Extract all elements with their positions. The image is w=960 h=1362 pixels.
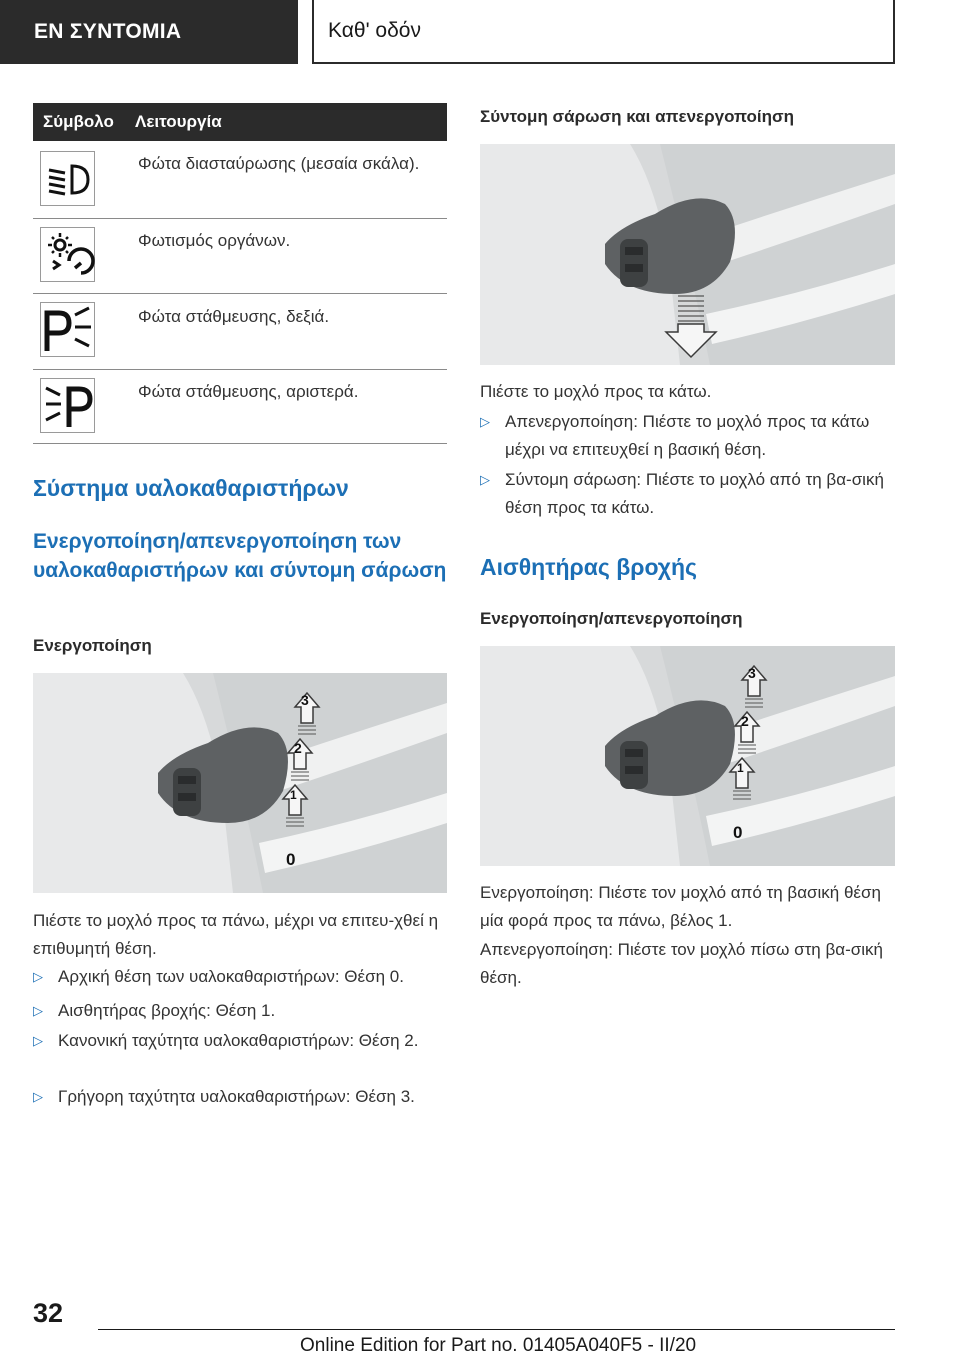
list-item-text: Κανονική ταχύτητα υαλοκαθαριστήρων: Θέση 2. (58, 1031, 419, 1050)
table-row (33, 141, 447, 219)
bullet-triangle-icon: ▷ (33, 1033, 43, 1048)
activation-heading: Ενεργοποίηση (33, 636, 152, 655)
list-item (33, 997, 447, 1025)
wiper-intro-text: Πιέστε το μοχλό προς τα πάνω, μέχρι να επιτευ-χθεί η επιθυμητή θέση. (33, 911, 439, 958)
list-item-text: Αισθητήρας βροχής: Θέση 1. (58, 1001, 276, 1020)
wiper-lever-up-photo (33, 673, 447, 893)
table-cell-text: Φώτα στάθμευσης, αριστερά. (138, 382, 359, 401)
rain-sensor-lever-photo (480, 646, 895, 866)
bullet-triangle-icon: ▷ (480, 414, 490, 429)
photo-label: 3 (301, 692, 309, 708)
table-cell-text: Φώτα στάθμευσης, δεξιά. (138, 307, 330, 326)
photo-label: 1 (290, 788, 297, 802)
photo-label: 2 (741, 713, 749, 729)
photo-label: 0 (286, 850, 296, 869)
chapter-tab (312, 0, 895, 64)
photo-label: 3 (748, 665, 756, 681)
brief-intro-text: Πιέστε το μοχλό προς τα κάτω. (480, 382, 712, 401)
list-item-text: Γρήγορη ταχύτητα υαλοκαθαριστήρων: Θέση 3. (58, 1087, 415, 1106)
photo-label: 2 (294, 740, 302, 756)
section-title-wipers: Σύστημα υαλοκαθαριστήρων (33, 475, 349, 501)
wiper-lever-down-photo (480, 144, 895, 365)
bullet-triangle-icon: ▷ (480, 472, 490, 487)
list-item (33, 1083, 447, 1111)
table-header (33, 103, 447, 141)
chapter-title: Καθ' οδόν (328, 19, 421, 42)
list-item (480, 408, 895, 464)
col-symbol-header: Σύμβολο (43, 112, 114, 131)
list-item (33, 1027, 447, 1055)
table-cell-text: Φώτα διασταύρωσης (μεσαία σκάλα). (138, 154, 420, 173)
list-item-text: Αρχική θέση των υαλοκαθαριστήρων: Θέση 0. (58, 967, 404, 986)
edition-footer: Online Edition for Part no. 01405A040F5 - II/20 (300, 1335, 697, 1356)
photo-label: 1 (737, 761, 744, 775)
brief-wipe-heading: Σύντομη σάρωση και απενεργοποίηση (480, 107, 795, 126)
list-item-text: Σύντομη σάρωση: Πιέστε το μοχλό από τη βα-σική θέση προς τα κάτω. (505, 470, 884, 517)
table-row (33, 370, 447, 444)
bullet-triangle-icon: ▷ (33, 969, 43, 984)
instrument-lighting-icon (40, 227, 95, 282)
photo-label: 0 (733, 823, 743, 842)
parking-light-right-icon (40, 302, 95, 357)
table-row (33, 219, 447, 294)
table-cell-text: Φωτισμός οργάνων. (138, 231, 291, 250)
page-number: 32 (33, 1298, 64, 1328)
rain-activation-heading: Ενεργοποίηση/απενεργοποίηση (480, 609, 743, 628)
bullet-triangle-icon: ▷ (33, 1089, 43, 1104)
footer-divider (98, 1329, 895, 1330)
rain-deactivation-text: Απενεργοποίηση: Πιέστε τον μοχλό πίσω στη βα-σική θέση. (480, 940, 883, 987)
list-item (480, 466, 895, 522)
section-title: ΕΝ ΣΥΝΤΟΜΙΑ (34, 20, 182, 43)
list-item (33, 963, 447, 991)
section-tab (0, 0, 298, 64)
low-beam-icon (40, 151, 95, 206)
list-item-text: Απενεργοποίηση: Πιέστε το μοχλό προς τα κάτω μέχρι να επιτευχθεί η βασική θέση. (505, 412, 870, 459)
section-title-rain-sensor: Αισθητήρας βροχής (480, 554, 697, 580)
col-function-header: Λειτουργία (135, 112, 222, 131)
subsection-title: Ενεργοποίηση/απενεργοποίηση των υαλοκαθαριστήρων και σύντομη σάρωση (33, 530, 447, 582)
table-row (33, 294, 447, 370)
parking-light-left-icon (40, 378, 95, 433)
bullet-triangle-icon: ▷ (33, 1003, 43, 1018)
rain-activation-text: Ενεργοποίηση: Πιέστε τον μοχλό από τη βασική θέση μία φορά προς τα πάνω, βέλος 1. (480, 883, 881, 930)
